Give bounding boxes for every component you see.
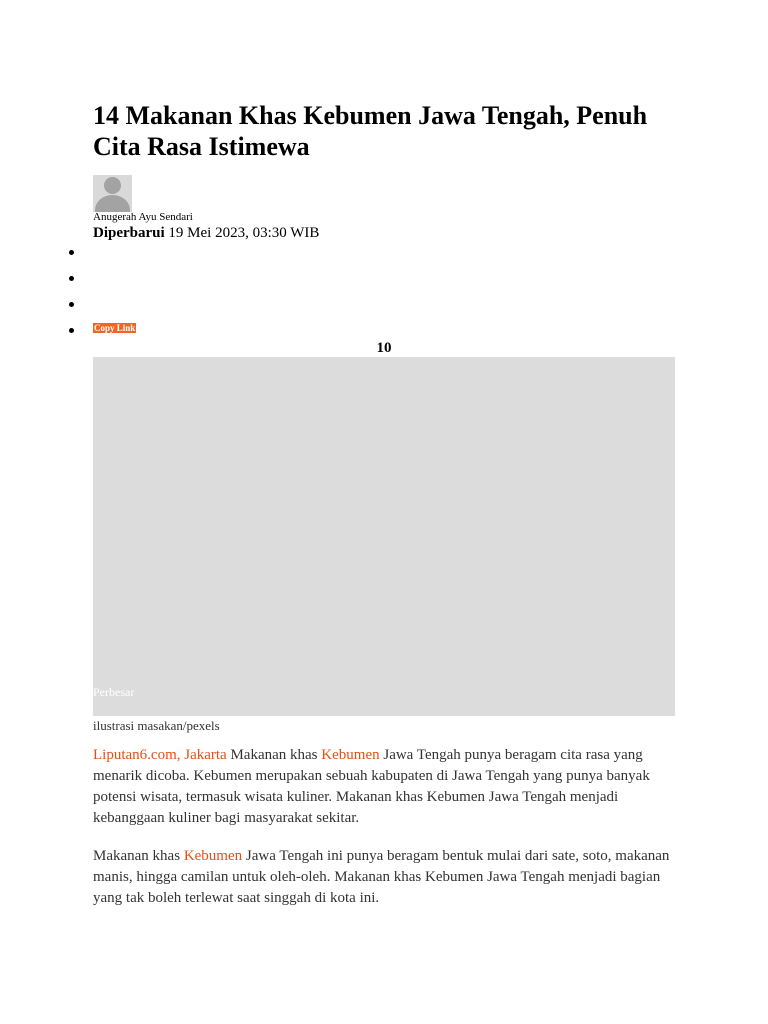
bullet-icon xyxy=(69,328,74,333)
updated-label: Diperbarui xyxy=(93,225,165,241)
share-item-4 xyxy=(69,328,79,338)
updated-date: 19 Mei 2023, 03:30 WIB xyxy=(168,225,320,241)
article-image[interactable] xyxy=(93,357,675,716)
kebumen-tag-link[interactable]: Kebumen xyxy=(183,848,243,864)
enlarge-link[interactable]: Perbesar xyxy=(93,685,135,699)
share-item-1[interactable] xyxy=(69,250,79,260)
share-item-3[interactable] xyxy=(69,302,79,312)
paragraph-2 xyxy=(93,846,678,909)
author-avatar[interactable] xyxy=(93,175,132,212)
paragraph-2-text-b: Jawa Tengah ini punya beragam bentuk mulai dari sate, soto, makanan manis, hingga camilan untuk oleh-oleh. Makanan khas Kebumen Jawa Tengah menjadi bagian yang tak boleh terlewat saat singgah di kota ini. xyxy=(93,848,670,906)
source-link[interactable]: Liputan6.com, Jakarta xyxy=(93,747,227,763)
avatar-head-shape xyxy=(104,177,121,194)
paragraph-1 xyxy=(93,745,678,829)
image-caption: ilustrasi masakan/pexels xyxy=(93,718,220,733)
paragraph-2-text-a: Makanan khas xyxy=(93,848,184,864)
share-item-2[interactable] xyxy=(69,276,79,286)
avatar-body-shape xyxy=(95,195,130,212)
paragraph-1-text-a: Makanan khas xyxy=(226,747,322,763)
article-title: 14 Makanan Khas Kebumen Jawa Tengah, Penuh Cita Rasa Istimewa xyxy=(93,101,648,161)
bullet-icon xyxy=(69,276,74,281)
bullet-icon xyxy=(69,302,74,307)
paragraph-1-text-b: Jawa Tengah punya beragam cita rasa yang menarik dicoba. Kebumen merupakan sebuah kabupaten di Jawa Tengah yang punya banyak potensi wisata, termasuk wisata kuliner. Makanan khas Kebumen Jawa Tengah menjadi kebanggaan kuliner bagi masyarakat sekitar. xyxy=(93,747,650,826)
author-name[interactable]: Anugerah Ayu Sendari xyxy=(93,211,193,223)
bullet-icon xyxy=(69,250,74,255)
copy-link-button[interactable]: Copy Link xyxy=(94,323,136,333)
image-count: 10 xyxy=(376,340,392,356)
updated-info xyxy=(93,224,319,242)
kebumen-tag-link[interactable]: Kebumen xyxy=(321,747,380,763)
